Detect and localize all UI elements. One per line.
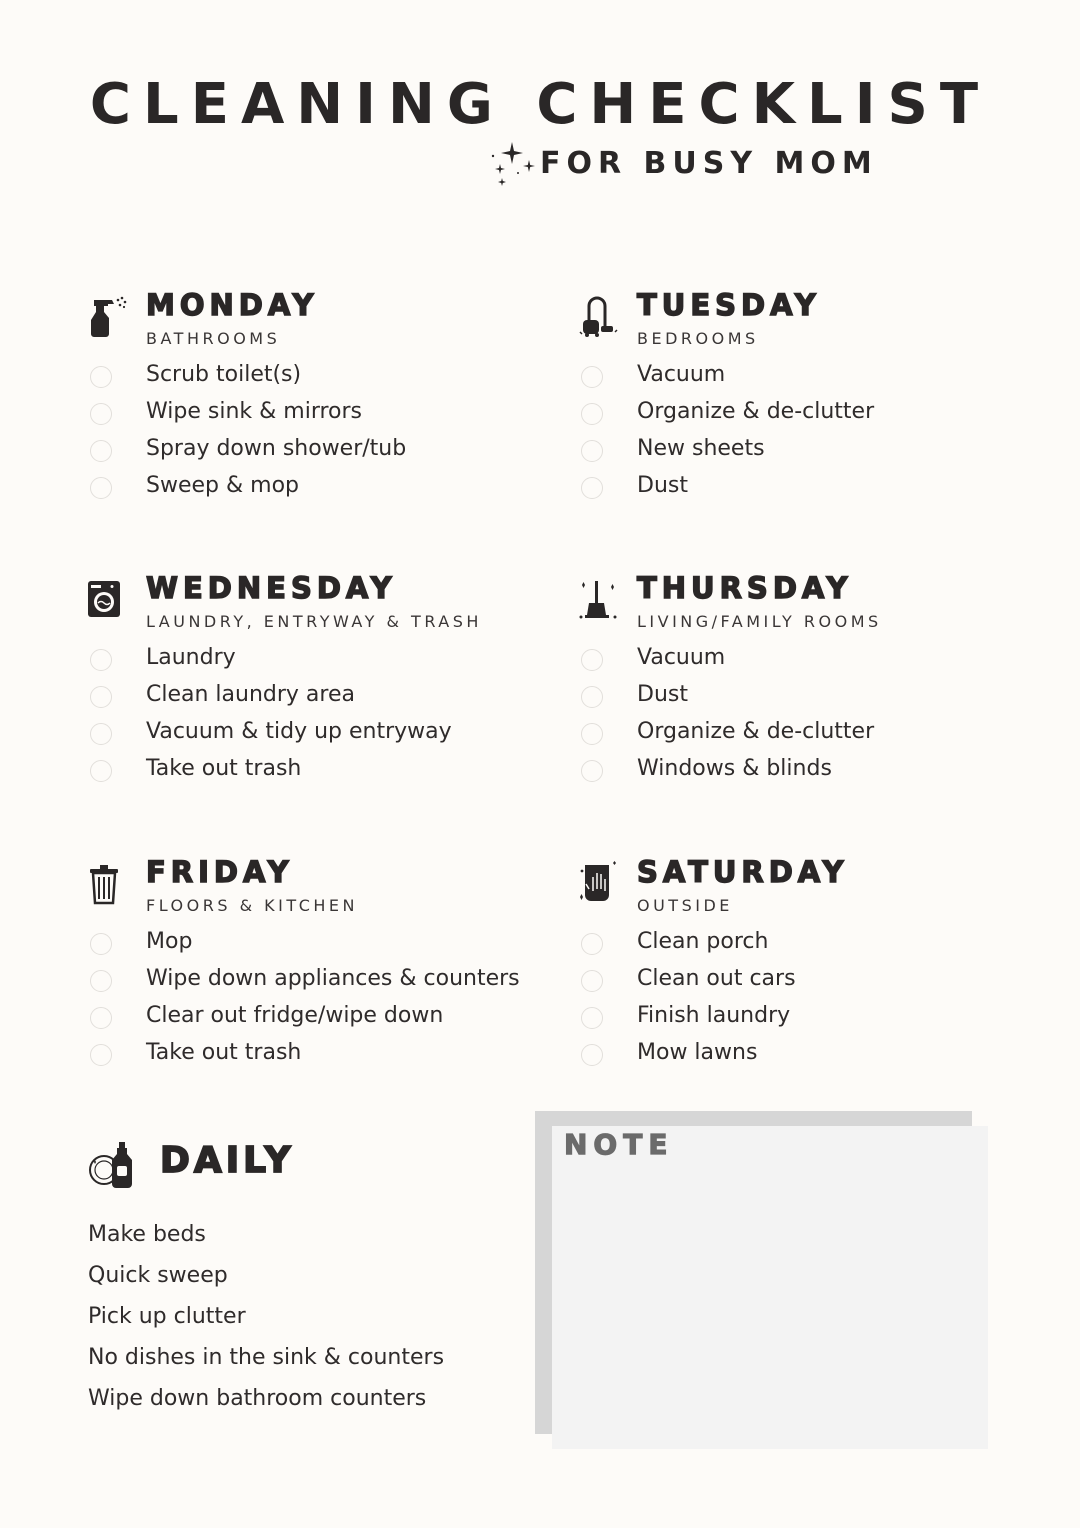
task-checkbox[interactable]: [581, 970, 603, 992]
task-label: Vacuum: [637, 362, 726, 387]
task-label: Finish laundry: [637, 1003, 791, 1028]
day-category: BATHROOMS: [146, 329, 281, 348]
glove-icon: [579, 861, 619, 905]
task-checkbox[interactable]: [581, 649, 603, 671]
task-checkbox[interactable]: [90, 403, 112, 425]
task-label: Wipe sink & mirrors: [146, 399, 363, 424]
task-label: Windows & blinds: [637, 756, 832, 781]
page-subtitle: FOR BUSY MOM: [540, 145, 878, 181]
daily-item: Quick sweep: [88, 1263, 228, 1288]
task-label: Clean porch: [637, 929, 769, 954]
daily-title: DAILY: [160, 1140, 295, 1181]
task-checkbox[interactable]: [90, 686, 112, 708]
task-checkbox[interactable]: [90, 477, 112, 499]
day-category: LIVING/FAMILY ROOMS: [637, 612, 882, 631]
day-category: LAUNDRY, ENTRYWAY & TRASH: [146, 612, 482, 631]
task-label: Organize & de-clutter: [637, 719, 875, 744]
day-category: OUTSIDE: [637, 896, 733, 915]
daily-list: [88, 1214, 444, 1419]
subtitle-row: [488, 138, 878, 188]
task-label: Organize & de-clutter: [637, 399, 875, 424]
day-name: SATURDAY: [637, 855, 849, 889]
task-label: Dust: [637, 473, 688, 498]
task-checkbox[interactable]: [90, 440, 112, 462]
task-label: Clear out fridge/wipe down: [146, 1003, 444, 1028]
task-checkbox[interactable]: [581, 723, 603, 745]
spray-bottle-icon: [88, 294, 128, 338]
trash-can-icon: [88, 861, 128, 905]
vacuum-icon: [579, 294, 619, 338]
daily-item: Wipe down bathroom counters: [88, 1386, 427, 1411]
note-title: NOTE: [564, 1128, 674, 1161]
broom-icon: [579, 577, 619, 621]
task-checkbox[interactable]: [90, 649, 112, 671]
task-checkbox[interactable]: [581, 933, 603, 955]
task-checkbox[interactable]: [581, 403, 603, 425]
task-checkbox[interactable]: [90, 723, 112, 745]
task-label: New sheets: [637, 436, 765, 461]
day-category: FLOORS & KITCHEN: [146, 896, 358, 915]
task-checkbox[interactable]: [90, 366, 112, 388]
note-area[interactable]: [552, 1126, 988, 1449]
day-name: MONDAY: [146, 288, 319, 322]
sparkles-icon: [488, 138, 540, 188]
daily-item: Pick up clutter: [88, 1304, 246, 1329]
task-checkbox[interactable]: [581, 477, 603, 499]
task-checkbox[interactable]: [581, 686, 603, 708]
day-name: TUESDAY: [637, 288, 821, 322]
task-label: Laundry: [146, 645, 236, 670]
task-label: Dust: [637, 682, 688, 707]
task-checkbox[interactable]: [90, 970, 112, 992]
task-label: Mow lawns: [637, 1040, 758, 1065]
page-title: CLEANING CHECKLIST: [89, 72, 991, 137]
task-checkbox[interactable]: [581, 366, 603, 388]
task-label: Clean laundry area: [146, 682, 355, 707]
task-label: Vacuum: [637, 645, 726, 670]
task-label: Clean out cars: [637, 966, 796, 991]
day-name: THURSDAY: [637, 571, 853, 605]
task-label: Spray down shower/tub: [146, 436, 407, 461]
task-label: Take out trash: [146, 756, 302, 781]
task-label: Wipe down appliances & counters: [146, 966, 520, 991]
day-name: FRIDAY: [146, 855, 294, 889]
task-label: Take out trash: [146, 1040, 302, 1065]
washing-machine-icon: [88, 577, 128, 621]
daily-item: No dishes in the sink & counters: [88, 1345, 445, 1370]
daily-item: Make beds: [88, 1222, 206, 1247]
dish-soap-icon: [88, 1138, 138, 1192]
day-category: BEDROOMS: [637, 329, 759, 348]
task-label: Vacuum & tidy up entryway: [146, 719, 452, 744]
task-label: Scrub toilet(s): [146, 362, 302, 387]
task-checkbox[interactable]: [90, 1044, 112, 1066]
task-checkbox[interactable]: [581, 440, 603, 462]
task-label: Sweep & mop: [146, 473, 299, 498]
task-checkbox[interactable]: [90, 1007, 112, 1029]
day-name: WEDNESDAY: [146, 571, 397, 605]
task-checkbox[interactable]: [581, 1044, 603, 1066]
task-checkbox[interactable]: [90, 760, 112, 782]
task-checkbox[interactable]: [90, 933, 112, 955]
task-checkbox[interactable]: [581, 760, 603, 782]
task-checkbox[interactable]: [581, 1007, 603, 1029]
task-label: Mop: [146, 929, 193, 954]
